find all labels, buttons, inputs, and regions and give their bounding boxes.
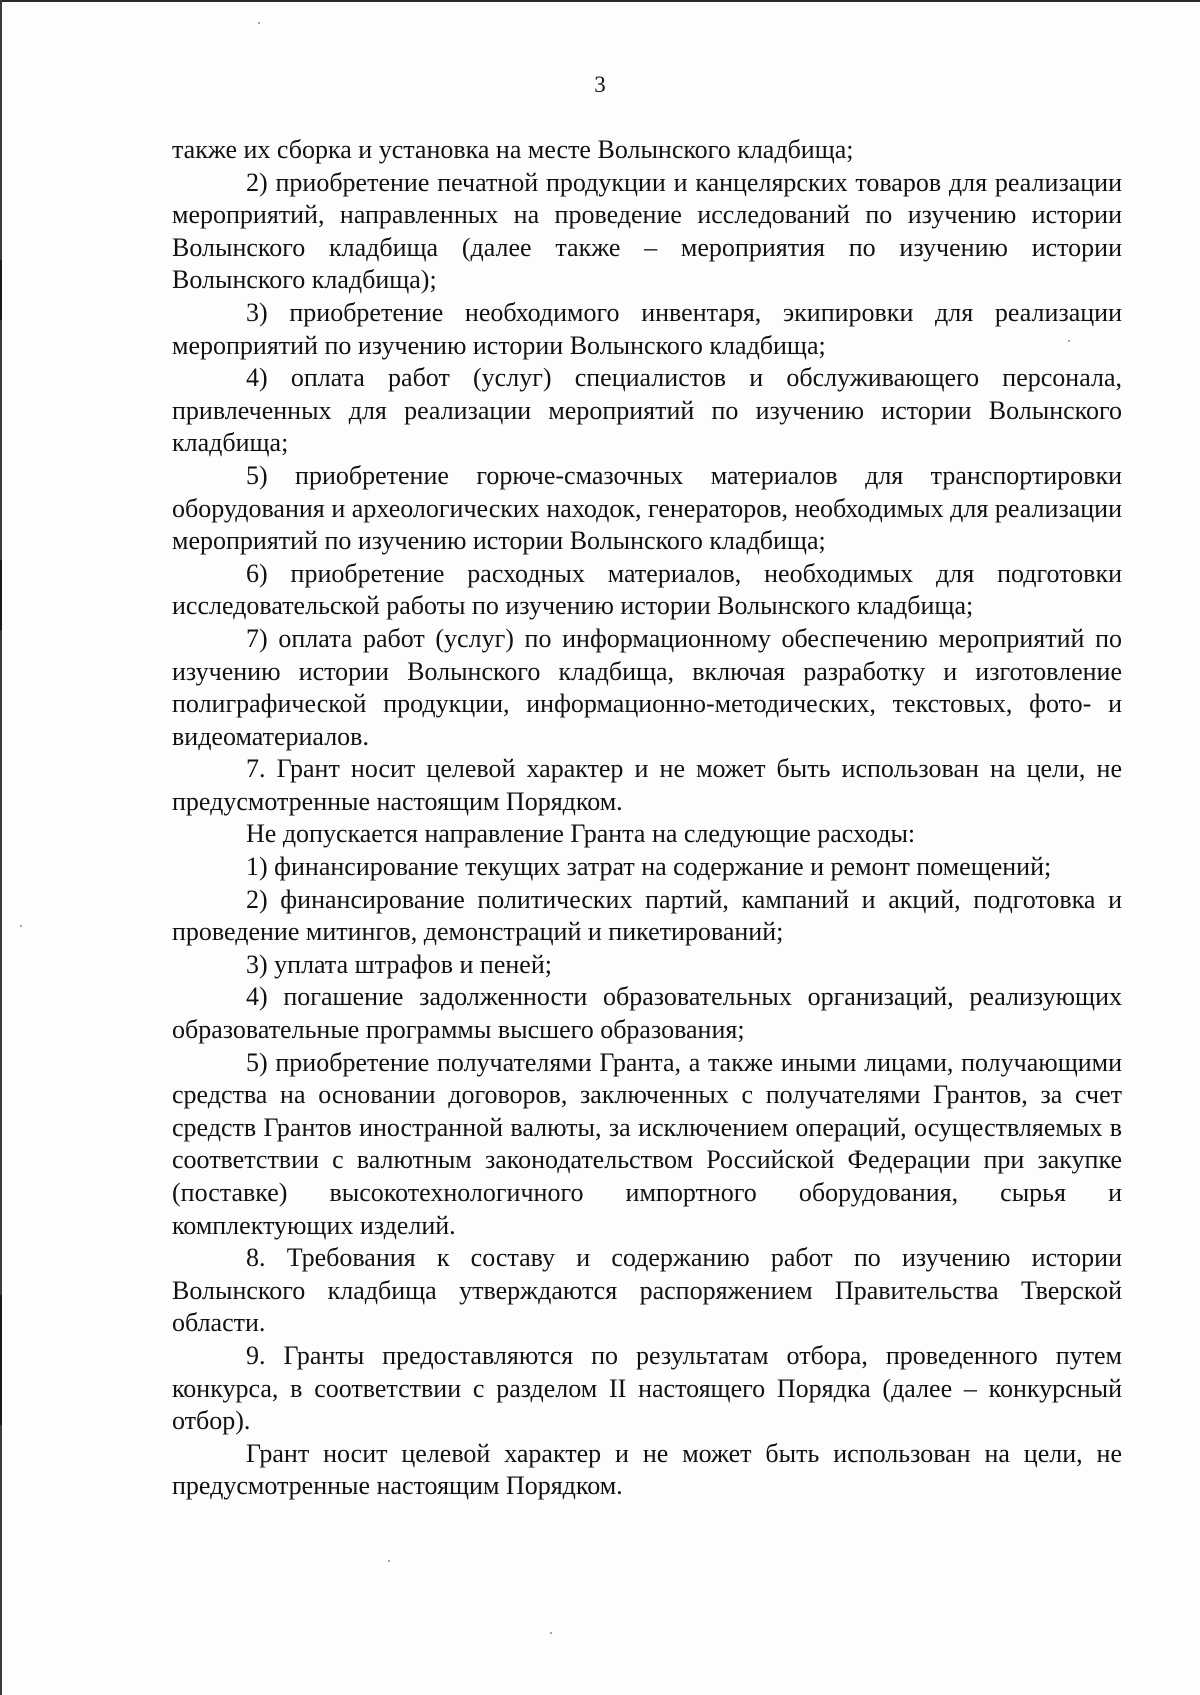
paragraph: 2) финансирование политических партий, кампаний и акций, подготовка и проведение митингов, демонстраций и пикетирований; [172,884,1122,947]
scan-edge-left [0,0,2,1695]
scan-speck [20,925,22,927]
paragraph: 8. Требования к составу и содержанию работ по изучению истории Волынского кладбища утверждаются распоряжением Правительства Тверской области. [172,1243,1122,1338]
paragraph: 2) приобретение печатной продукции и канцелярских товаров для реализации мероприятий, направленных на проведение исследований по изучению истории Волынского кладбища (далее также – мероприятия по изучению истории Волынского кладбища); [172,167,1122,295]
paragraph: 5) приобретение получателями Гранта, а также иными лицами, получающими средства на основании договоров, заключенных с получателями Грантов, за счет средств Грантов иностранной валюты, за исключением операций, осуществляемых в соответствии с валютным законодательством Российской Федерации при закупке (поставке) высокотехнологичного импортного оборудования, сырья и комплектующих изделий. [172,1047,1122,1240]
paragraph: 7. Грант носит целевой характер и не может быть использован на цели, не предусмотренные настоящим Порядком. [172,754,1122,816]
paragraph: 7) оплата работ (услуг) по информационному обеспечению мероприятий по изучению истории Волынского кладбища, включая разработку и изготовление полиграфической продукции, информационно-методических, текстовых, фото- и видеоматериалов. [172,623,1122,751]
margin-mark [0,260,2,320]
paragraph: 4) оплата работ (услуг) специалистов и обслуживающего персонала, привлеченных для реализации мероприятий по изучению истории Волынского кладбища; [172,363,1122,458]
paragraph: также их сборка и установка на месте Волынского кладбища; [172,135,854,164]
body-text [172,134,1122,1503]
paragraph: 1) финансирование текущих затрат на содержание и ремонт помещений; [246,852,1052,882]
page-number: 3 [594,72,606,97]
paragraph: Грант носит целевой характер и не может быть использован на цели, не предусмотренные настоящим Порядком. [172,1438,1122,1501]
margin-mark [0,1295,2,1425]
paragraph: 3) приобретение необходимого инвентаря, экипировки для реализации мероприятий по изучению истории Волынского кладбища; [172,297,1122,360]
scan-edge-top [0,0,1200,2]
paragraph: 4) погашение задолженности образовательных организаций, реализующих образовательные программы высшего образования; [172,982,1122,1045]
paragraph: 6) приобретение расходных материалов, необходимых для подготовки исследовательской работы по изучению истории Волынского кладбища; [172,558,1122,621]
margin-mark [0,560,2,630]
scan-speck [258,22,260,24]
paragraph: 9. Гранты предоставляются по результатам отбора, проведенного путем конкурса, в соответствии с разделом II настоящего Порядка (далее – конкурсный отбор). [172,1340,1122,1436]
paragraph: 5) приобретение горюче-смазочных материалов для транспортировки оборудования и археологических находок, генераторов, необходимых для реализации мероприятий по изучению истории Волынского кладбища; [172,460,1122,556]
scan-speck [550,1632,552,1634]
paragraph: Не допускается направление Гранта на следующие расходы: [246,819,916,849]
paragraph: 3) уплата штрафов и пеней; [246,949,552,979]
scan-speck [388,1560,390,1562]
